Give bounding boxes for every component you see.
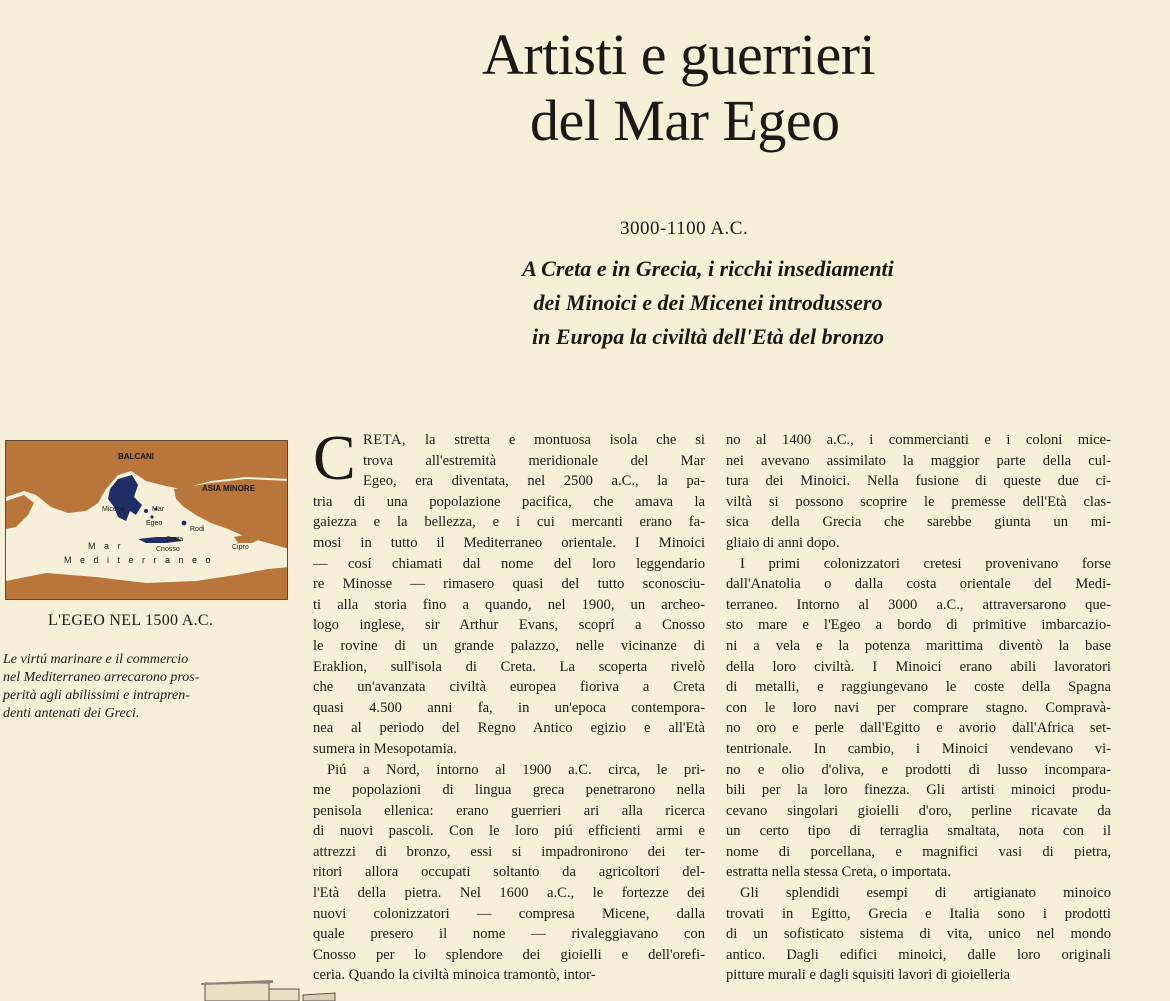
article-line: attrezzi di bronzo, essi si impadronirono dei ter- <box>313 843 705 860</box>
map-label-creta: Creta <box>166 536 184 543</box>
map-caption-title: L'EGEO NEL 1500 A.C. <box>48 612 214 629</box>
subtitle <box>478 252 938 354</box>
island-dot <box>144 509 148 513</box>
map-label-rodi: Rodi <box>190 526 205 533</box>
article-line: tria di una popolazione pacifica, che amava la <box>313 493 705 510</box>
article-line: no al 1400 a.C., i commercianti e i coloni mice- <box>726 432 1111 448</box>
article-line: ti alla storia fino a quando, nel 1900, un archeo- <box>313 596 705 613</box>
article-line: un certo tipo di terraglia smaltata, nota con il <box>726 823 1111 840</box>
article-line: quale presero il nome — rivaleggiavano con <box>313 926 705 943</box>
article-line: quasi 4.500 anni fa, in un'epoca contempora- <box>313 699 705 716</box>
article-line: ni a vela e la potenza marittima diventò la base <box>726 637 1111 654</box>
article-line: di metalli, e raggiungevano le coste della Spagna <box>726 679 1111 696</box>
article-line: re Minosse — rimasero quasi del tutto sconosciu- <box>313 576 705 593</box>
article-line: no oro e perle dall'Egitto e avorio dall'Africa set- <box>726 720 1111 737</box>
article-line: trovati in Egitto, Grecia e Italia sono i prodotti <box>726 905 1111 922</box>
article-line: cevano singolari gioielli d'oro, perline ricavate da <box>726 802 1111 819</box>
article-line: gaiezza e la bellezza, e i cui mercanti erano fa- <box>313 514 705 531</box>
map-caption-text <box>3 651 291 723</box>
article-line: di nuovi pascoli. Con le loro piú efficienti armi e <box>313 823 705 840</box>
article-line: ceria. Quando la civiltà minoica tramontò, intor- <box>313 967 596 984</box>
rhodes-island <box>182 521 187 526</box>
aegean-map <box>5 440 288 600</box>
article-line <box>313 430 705 451</box>
map-label-sea-mediterraneo: M e d i t e r r a n e o <box>64 555 214 565</box>
map-label-cipro: Cipro <box>232 544 249 551</box>
article-line: Gli splendidi esempi di artigianato minoico <box>740 885 1111 902</box>
title-line-1: Artisti e guerrieri <box>482 22 876 87</box>
article-line: nome di porcellana, e magnifici vasi di pietra, <box>726 843 1111 860</box>
map-label-asia-minore: ASIA MINORE <box>202 484 256 493</box>
map-illustration <box>6 441 288 600</box>
subtitle-line: dei Minoici e dei Micenei introdussero <box>533 290 883 315</box>
article-line: estratta nella stessa Creta, o importata. <box>726 864 951 881</box>
article-line: gliaio di anni dopo. <box>726 534 840 551</box>
article-line: della loro civiltà. I Minoici erano abili lavoratori <box>726 658 1111 675</box>
article-line: sto mare e l'Egeo a bordo di primitive imbarcazio- <box>726 617 1111 634</box>
article-line: con le loro navi per comprare stagno. Compravà- <box>726 699 1111 716</box>
caption-line: nel Mediterraneo arrecarono pros- <box>3 670 200 685</box>
article-line: di un sofisticato sistema di vita, unico nel mondo <box>726 926 1111 943</box>
article-line: che un'avanzata civiltà europea fioriva a Creta <box>313 679 705 696</box>
title-line-2: del Mar Egeo <box>530 88 840 153</box>
caption-line: perità agli abilissimi e intrapren- <box>3 688 190 703</box>
map-label-micene: Micene <box>102 506 125 513</box>
article-line: tura dei Minoici. Nella fusione di queste due ci- <box>726 473 1111 490</box>
island-dot <box>150 515 153 518</box>
building-illustration <box>165 975 355 1001</box>
article-line: mosi in tutto il Mediterraneo orientale. I Minoici <box>313 534 705 551</box>
article-line: nei avevano assimilato la maggior parte della cul- <box>726 452 1111 469</box>
map-label-mar: Mar <box>152 506 165 513</box>
map-label-egeo: Egeo <box>146 520 163 527</box>
drop-cap: C <box>313 422 356 493</box>
article-line: l'Età della pietra. Nel 1600 a.C., le fortezze dei <box>313 885 705 902</box>
article-line-text: la stretta e montuosa isola che si <box>406 432 705 448</box>
page-title <box>470 22 1030 154</box>
article-line: sumera in Mesopotamia. <box>313 740 457 757</box>
article-line: Eraklion, sull'isola di Creta. La scoperta rivelò <box>313 658 705 675</box>
article-column-2 <box>726 430 1111 986</box>
date-range: 3000-1100 A.C. <box>620 218 749 239</box>
article-line: antico. Dagli edifici minoici, dalle loro originali <box>726 946 1111 963</box>
article-line: nuovi colonizzatori — compresa Micene, dalla <box>313 905 705 922</box>
map-label-sea-mar: M a r <box>88 541 124 551</box>
article-line: ritori allora occupati soltanto da agricoltori del- <box>313 864 705 881</box>
map-label-balcani: BALCANI <box>118 452 154 461</box>
article-line: logo inglese, sir Arthur Evans, scoprí a Cnosso <box>313 617 705 634</box>
article-line: pitture murali e dagli squisiti lavori di gioielleria <box>726 967 1011 984</box>
subtitle-line: in Europa la civiltà dell'Età del bronzo <box>531 324 885 349</box>
caption-line: Le virtú marinare e il commercio <box>3 652 189 667</box>
article-first-word: RETA, <box>363 432 407 448</box>
article-line: Cnosso per lo splendore dei gioielli e dell'orefi- <box>313 946 705 963</box>
article-line: dall'Anatolia o dalla costa orientale del Medi- <box>726 576 1111 593</box>
article-column-1 <box>313 422 705 986</box>
article-line: bili per la loro finezza. Gli artisti minoici produ- <box>726 782 1111 799</box>
caption-line: denti antenati dei Greci. <box>3 706 140 721</box>
article-line: terraneo. Intorno al 3000 a.C., attraversarono que- <box>726 596 1111 613</box>
article-line: I primi colonizzatori cretesi provenivano forse <box>740 555 1111 572</box>
article-line: sica della Grecia che sarebbe giunta un mi- <box>726 514 1111 531</box>
article-line: tentrionale. In cambio, i Minoici vendevano vi- <box>726 740 1111 757</box>
article-line: Egeo, era diventata, nel 2500 a.C., la pa- <box>363 473 705 490</box>
article-line: Piú a Nord, intorno al 1900 a.C. circa, le pri- <box>327 761 705 778</box>
map-label-cnosso: Cnosso <box>156 546 180 553</box>
article-line: — cosí chiamati dal nome del loro leggendario <box>313 555 705 572</box>
article-line: no e olio d'oliva, e prodotti di lusso incompara- <box>726 761 1111 778</box>
article-line: me popolazioni di lingua greca penetrarono nella <box>313 782 705 799</box>
article-line: penisola ellenica: erano guerrieri ari alla ricerca <box>313 802 705 819</box>
article-line: viltà si possono scoprire le premesse dell'Età clas- <box>726 493 1111 510</box>
article-line: le rovine di un grande palazzo, nelle vicinanze di <box>313 637 705 654</box>
subtitle-line: A Creta e in Grecia, i ricchi insediamenti <box>522 256 894 281</box>
article-line: nea al periodo del Regno Antico egizio e all'Età <box>313 720 705 737</box>
article-line: trova all'estremità meridionale del Mar <box>363 452 705 469</box>
